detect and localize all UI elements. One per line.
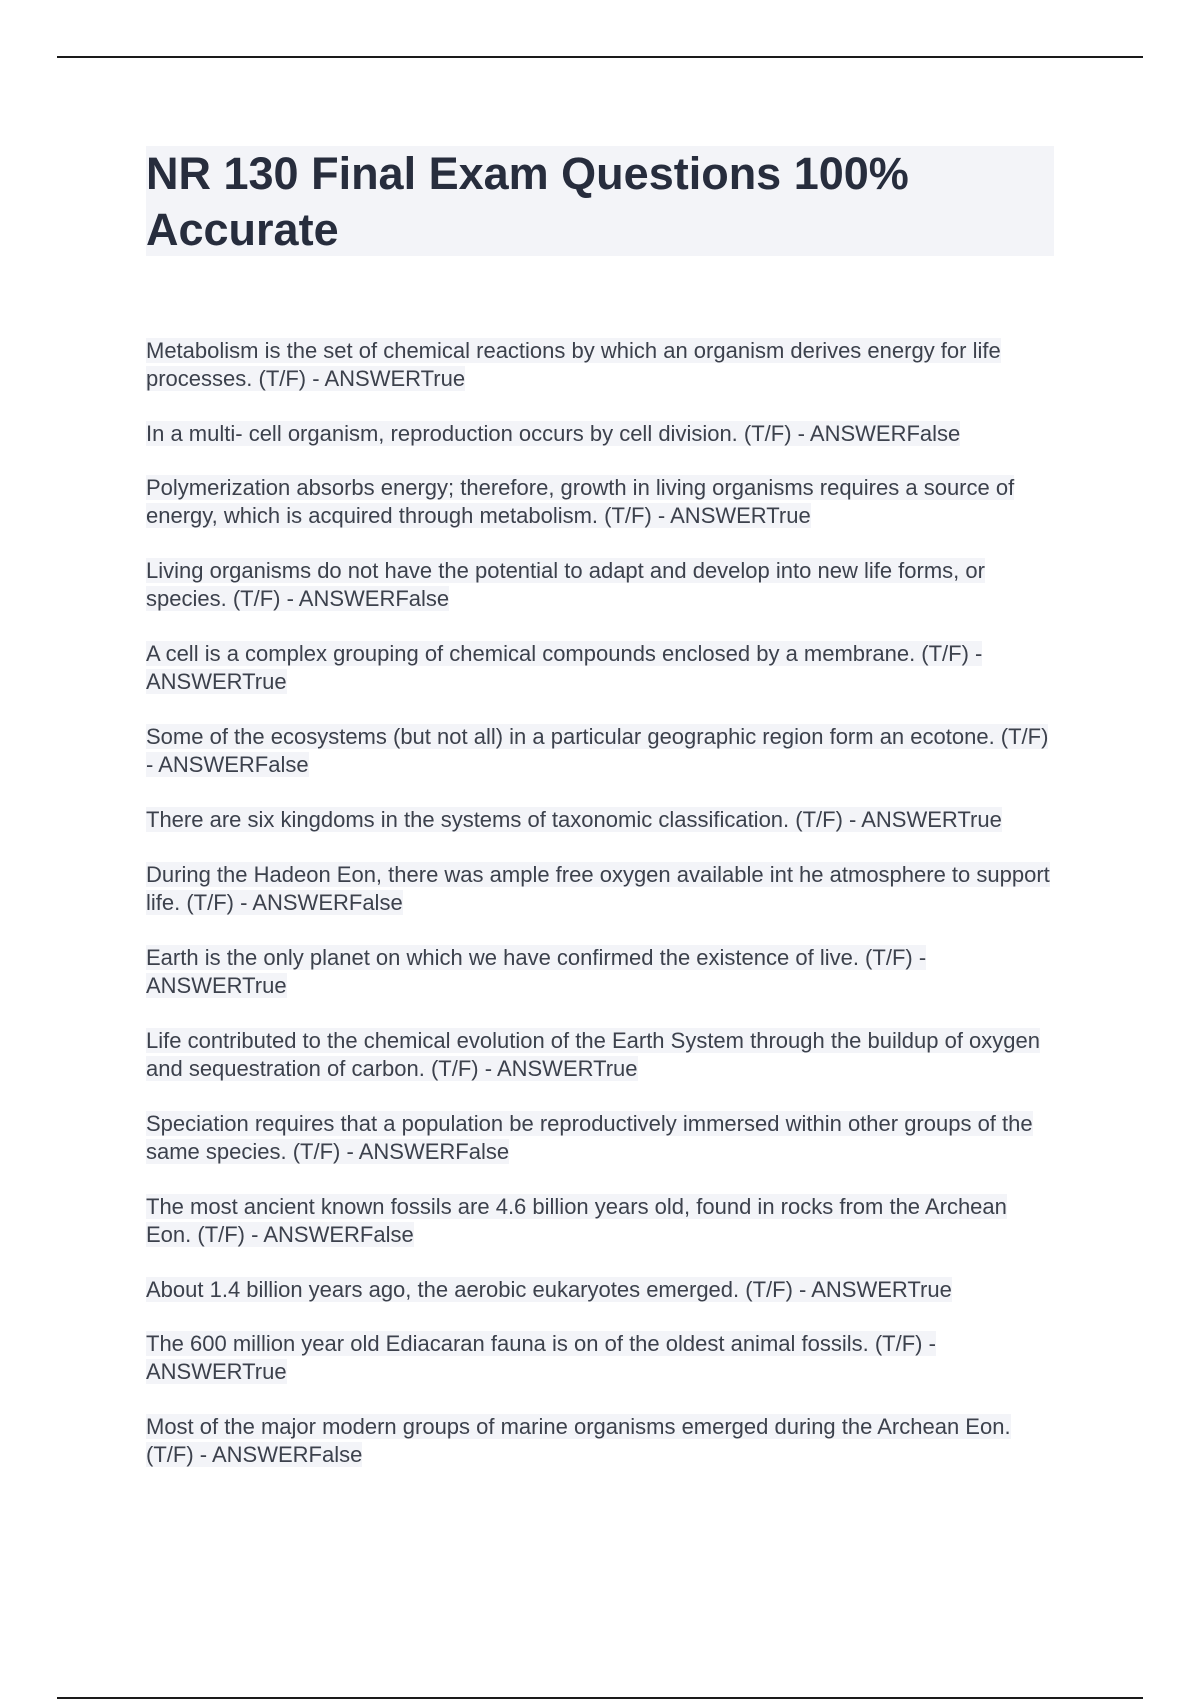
question-item xyxy=(146,1027,1058,1083)
title-block xyxy=(146,146,1054,256)
bottom-divider xyxy=(57,1697,1143,1699)
question-text: Living organisms do not have the potential to adapt and develop into new life forms, or species. (T/F) - ANSWERFalse xyxy=(146,558,985,611)
question-text: Earth is the only planet on which we have confirmed the existence of live. (T/F) - ANSWERTrue xyxy=(146,945,927,998)
question-item xyxy=(146,861,1058,917)
question-text: The most ancient known fossils are 4.6 billion years old, found in rocks from the Archean Eon. (T/F) - ANSWERFalse xyxy=(146,1194,1007,1247)
question-text: Most of the major modern groups of marine organisms emerged during the Archean Eon. (T/F) - ANSWERFalse xyxy=(146,1414,1011,1467)
question-text: Speciation requires that a population be reproductively immersed within other groups of the same species. (T/F) - ANSWERFalse xyxy=(146,1111,1033,1164)
question-item xyxy=(146,337,1058,393)
question-text: About 1.4 billion years ago, the aerobic eukaryotes emerged. (T/F) - ANSWERTrue xyxy=(146,1277,952,1302)
question-text: Metabolism is the set of chemical reactions by which an organism derives energy for life processes. (T/F) - ANSWERTrue xyxy=(146,338,1001,391)
question-text: In a multi- cell organism, reproduction occurs by cell division. (T/F) - ANSWERFalse xyxy=(146,421,961,446)
question-text: The 600 million year old Ediacaran fauna is on of the oldest animal fossils. (T/F) - ANSWERTrue xyxy=(146,1331,936,1384)
question-text: Polymerization absorbs energy; therefore, growth in living organisms requires a source of energy, which is acquired through metabolism. (T/F) - ANSWERTrue xyxy=(146,475,1015,528)
question-item xyxy=(146,640,1058,696)
question-item xyxy=(146,723,1058,779)
question-item xyxy=(146,1193,1058,1249)
question-item xyxy=(146,944,1058,1000)
question-item xyxy=(146,1110,1058,1166)
question-list xyxy=(146,337,1058,1496)
question-item xyxy=(146,557,1058,613)
question-text: Life contributed to the chemical evolution of the Earth System through the buildup of oxygen and sequestration of carbon. (T/F) - ANSWERTrue xyxy=(146,1028,1040,1081)
question-item xyxy=(146,1413,1058,1469)
question-text: There are six kingdoms in the systems of taxonomic classification. (T/F) - ANSWERTrue xyxy=(146,807,1002,832)
question-text: Some of the ecosystems (but not all) in a particular geographic region form an ecotone. (T/F) - ANSWERFalse xyxy=(146,724,1049,777)
page-title: NR 130 Final Exam Questions 100% Accurate xyxy=(146,148,909,255)
question-text: During the Hadeon Eon, there was ample free oxygen available int he atmosphere to support life. (T/F) - ANSWERFalse xyxy=(146,862,1050,915)
top-divider xyxy=(57,56,1143,58)
question-item xyxy=(146,1330,1058,1386)
question-item xyxy=(146,806,1058,834)
question-item xyxy=(146,420,1058,448)
question-item xyxy=(146,1276,1058,1304)
question-text: A cell is a complex grouping of chemical compounds enclosed by a membrane. (T/F) - ANSWERTrue xyxy=(146,641,983,694)
question-item xyxy=(146,474,1058,530)
